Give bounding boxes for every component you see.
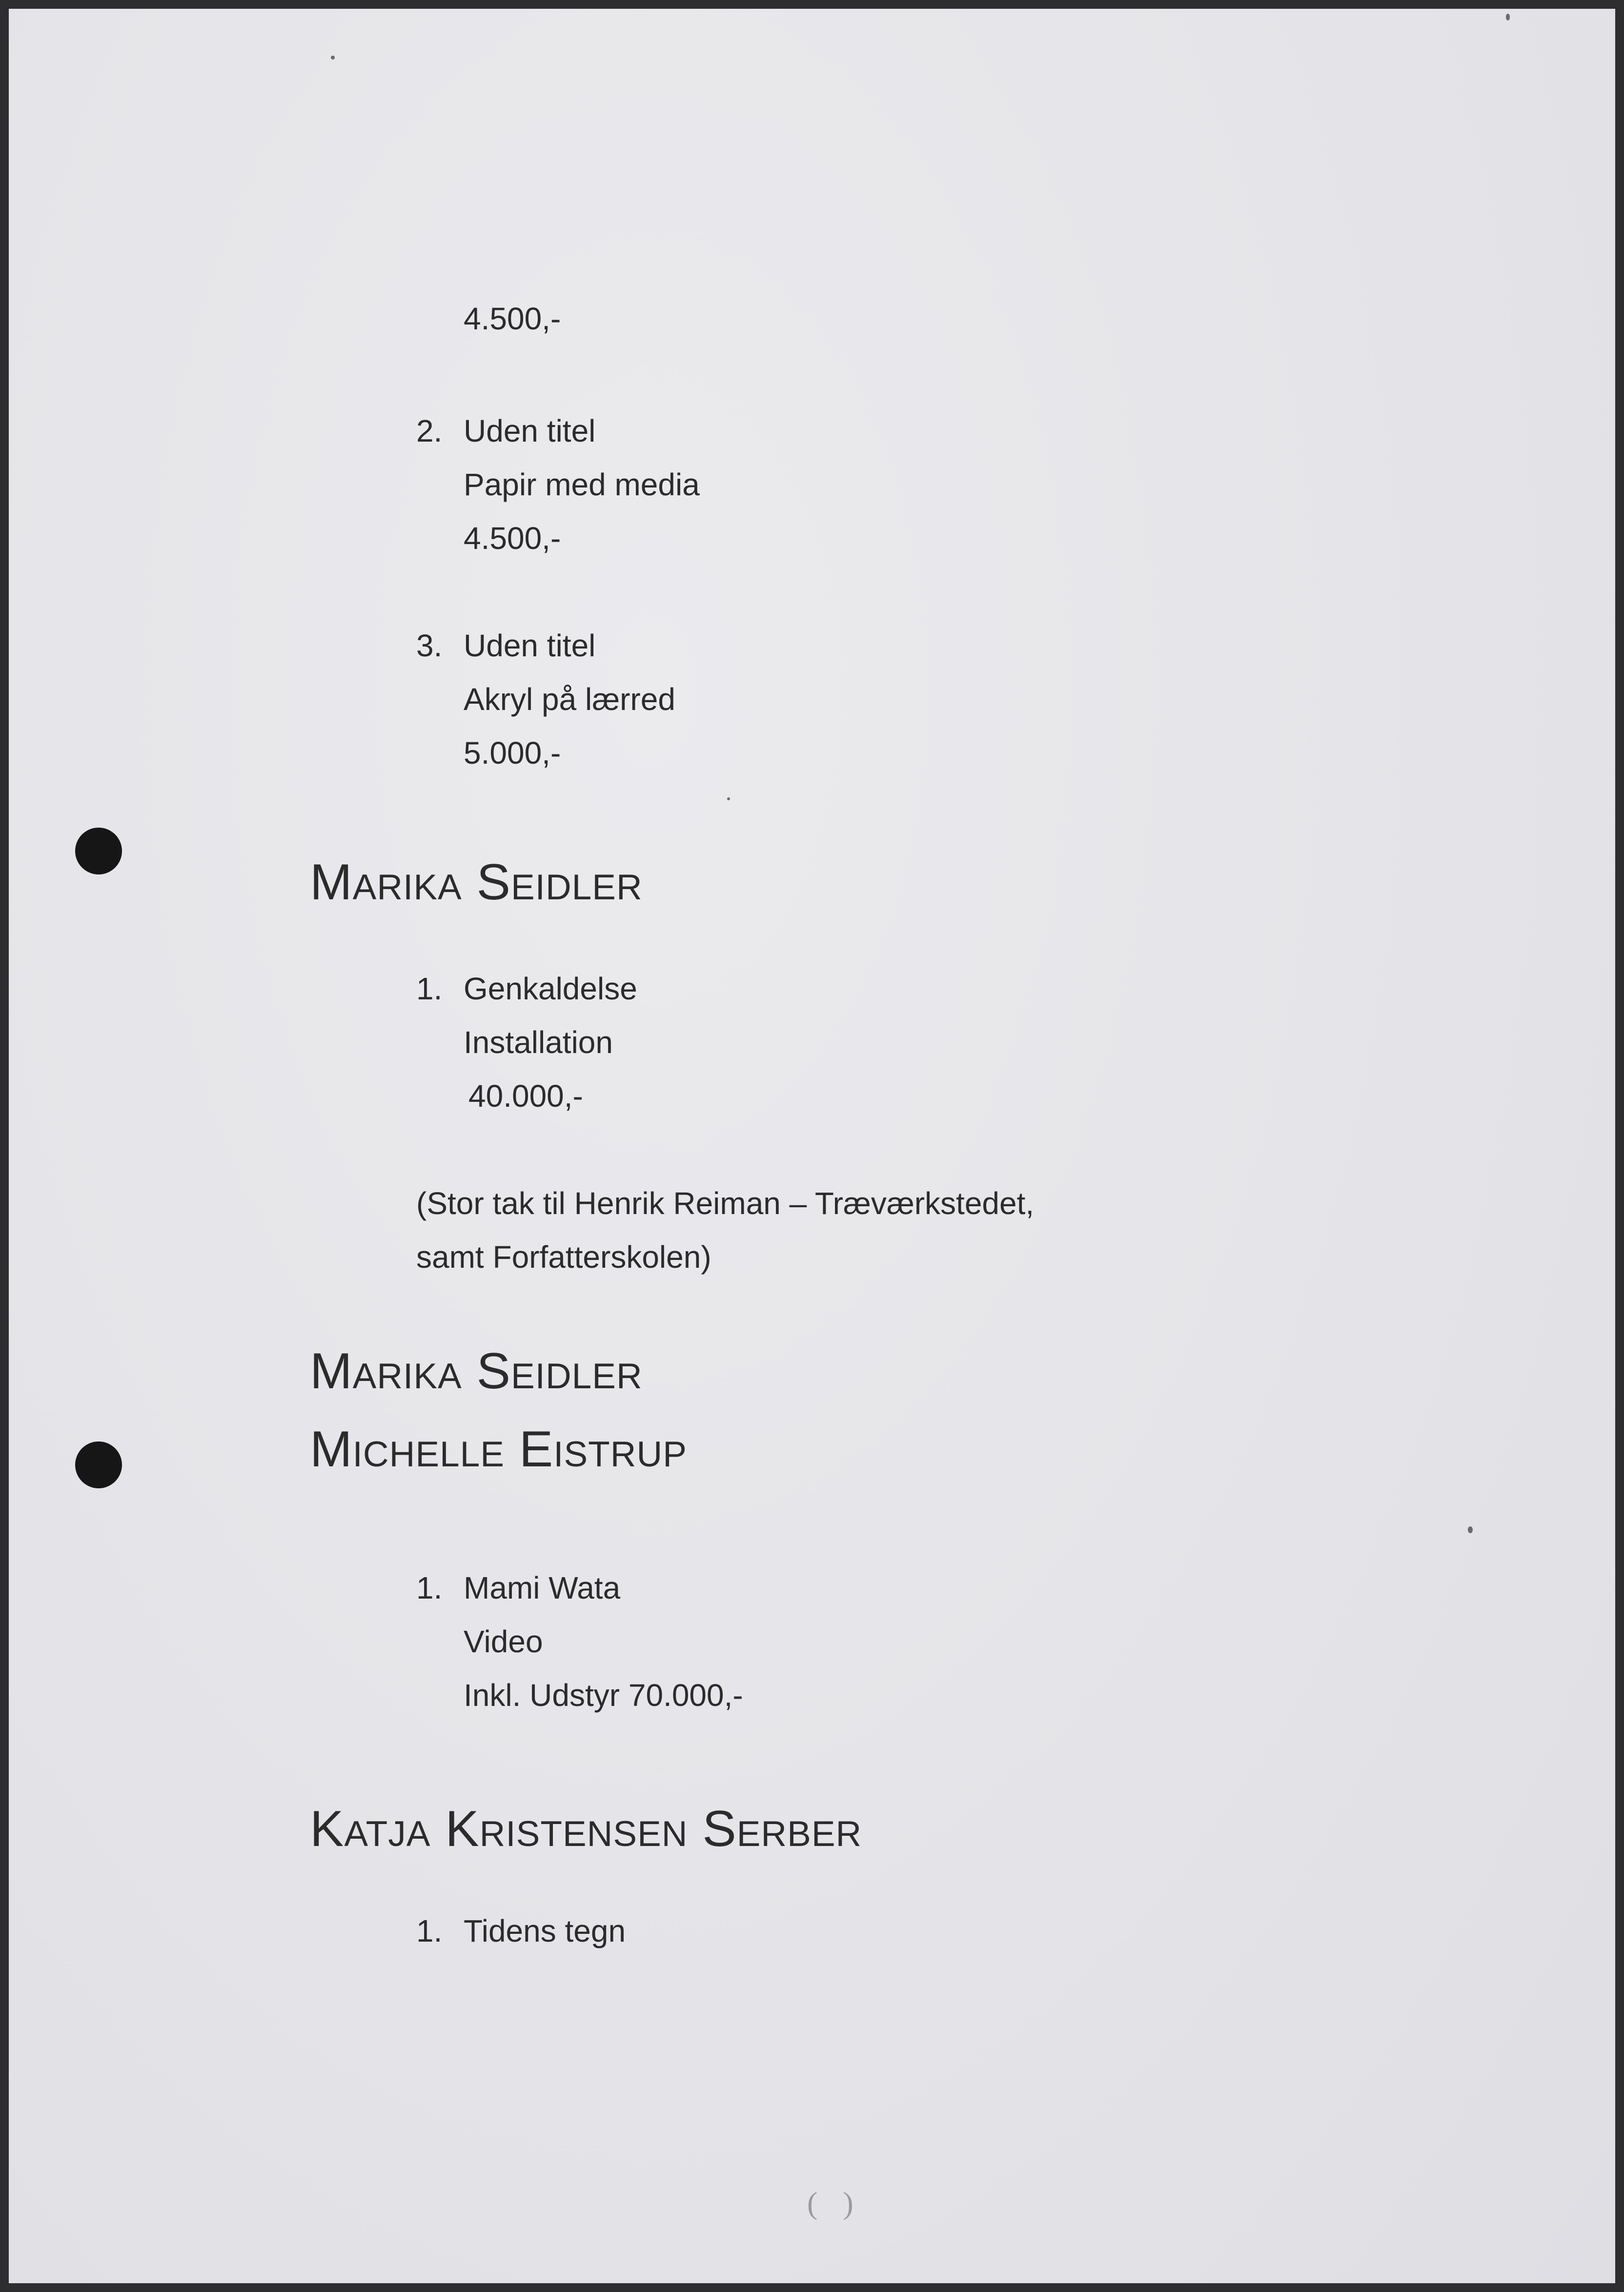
document-page [9,9,1615,2283]
item-number: 2. [416,413,443,448]
punch-hole-bottom [75,1441,122,1488]
item-title: Uden titel [464,628,596,663]
artist-heading: Marika Seidler [310,854,643,911]
price-line: 4.500,- [464,301,561,336]
item-number: 1. [416,1913,443,1948]
artist-heading: Katja Kristensen Serber [310,1801,862,1857]
item-price: Inkl. Udstyr 70.000,- [464,1678,743,1713]
item-price: 4.500,- [464,521,561,556]
item-medium: Papir med media [464,467,700,502]
artist-heading: Michelle Eistrup [310,1421,687,1478]
item-number: 3. [416,628,443,663]
item-medium: Installation [464,1025,613,1060]
item-medium: Akryl på lærred [464,682,675,717]
thanks-note-line-1: (Stor tak til Henrik Reiman – Træværkstedet, [416,1186,1035,1221]
dust-speck [1468,1526,1473,1533]
dust-speck [331,56,335,60]
dust-speck [1506,14,1510,20]
item-price: 40.000,- [468,1078,583,1114]
item-medium: Video [464,1624,543,1659]
item-number: 1. [416,1570,443,1605]
artist-heading: Marika Seidler [310,1343,643,1400]
item-title: Tidens tegn [464,1913,626,1948]
item-title: Uden titel [464,413,596,448]
dust-speck [727,797,730,800]
item-title: Genkaldelse [464,971,637,1006]
punch-hole-top [75,828,122,874]
item-title: Mami Wata [464,1570,621,1605]
thanks-note-line-2: samt Forfatterskolen) [416,1239,711,1275]
item-price: 5.000,- [464,735,561,771]
page-mark: ( ) [807,2186,862,2220]
item-number: 1. [416,971,443,1006]
